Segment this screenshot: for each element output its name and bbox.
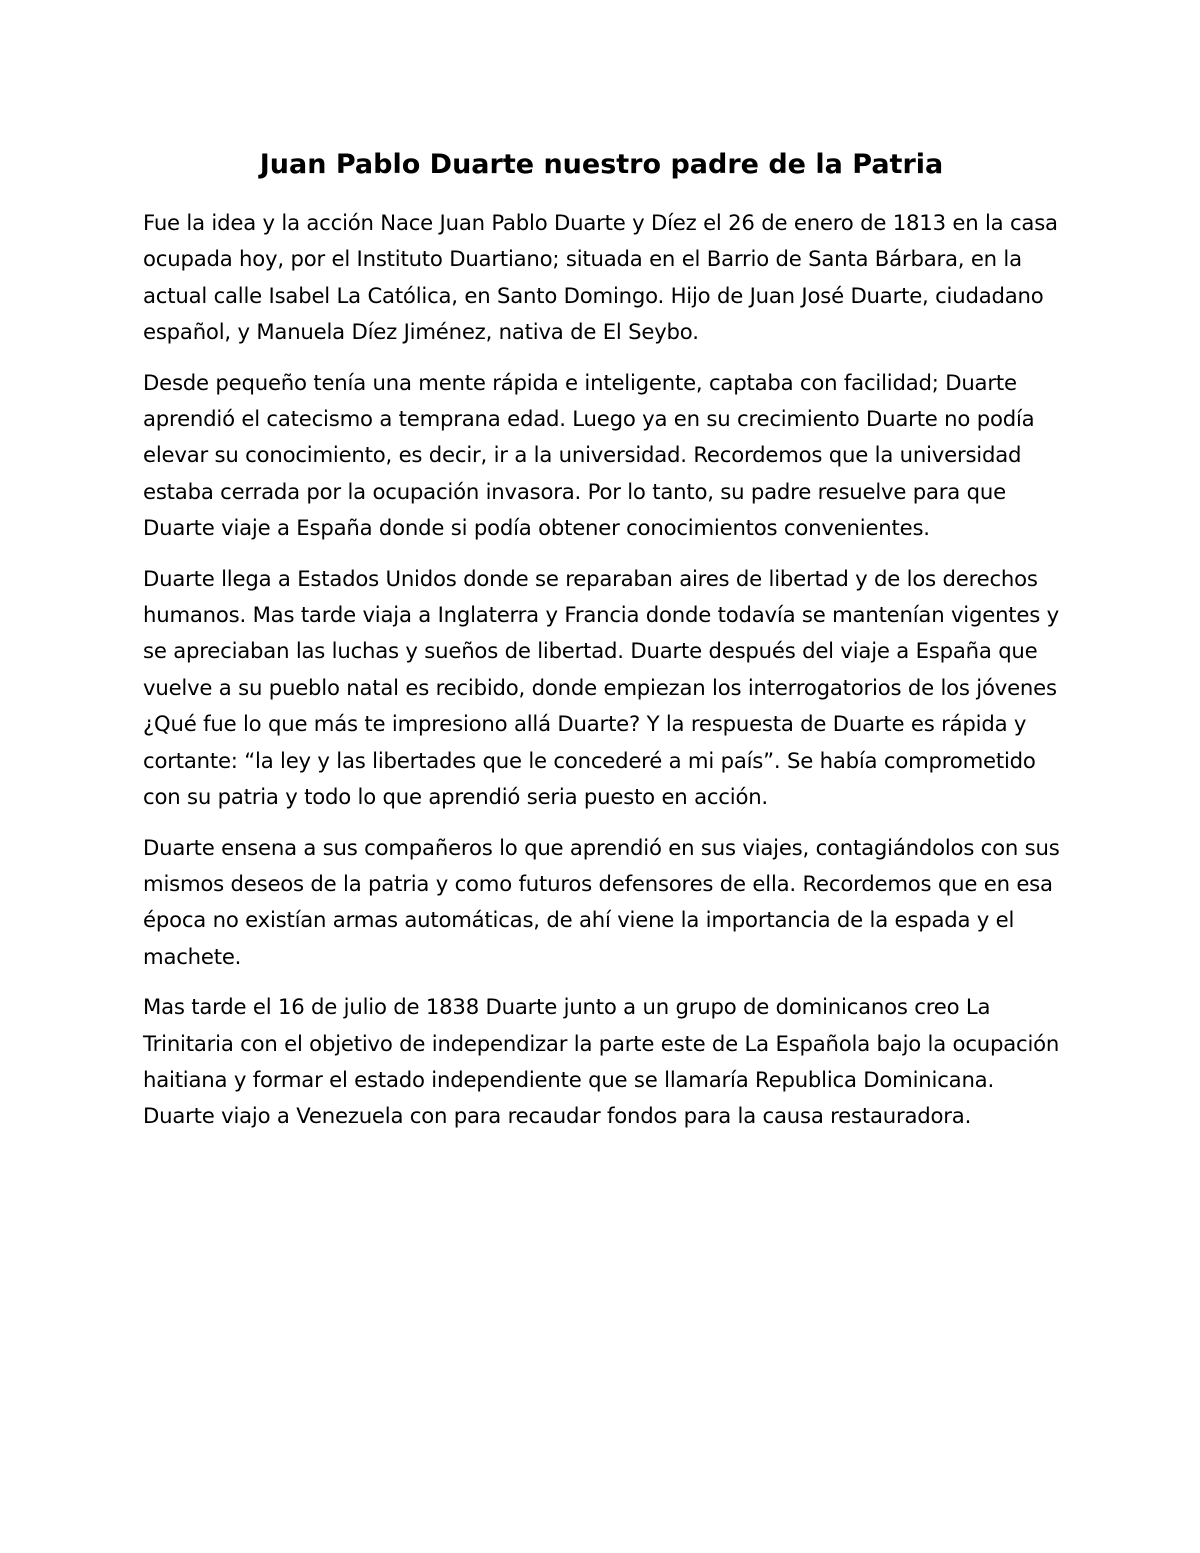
paragraph-companions: Duarte ensena a sus compañeros lo que aprendió en sus viajes, contagiándolos con sus mismos deseos de la patria y como futuros defensores de ella. Recordemos que en esa época no existían armas automáticas, de ahí viene la importancia de la espada y el machete. <box>143 834 1060 969</box>
paragraph-trinitaria: Mas tarde el 16 de julio de 1838 Duarte junto a un grupo de dominicanos creo La Trinitaria con el objetivo de independizar la parte este de La Española bajo la ocupación haitiana y formar el estado independiente que se llamaría Republica Dominicana. Duarte viajo a Venezuela con para recaudar fondos para la causa restauradora. <box>143 994 1060 1129</box>
paragraph-travels: Duarte llega a Estados Unidos donde se reparaban aires de libertad y de los derechos humanos. Mas tarde viaja a Inglaterra y Francia donde todavía se mantenían vigentes y se apreciaban las luchas y sueños de libertad. Duarte después del viaje a España que vuelve a su pueblo natal es recibido, donde empiezan los interrogatorios de los jóvenes ¿Qué fue lo que más te impresiono allá Duarte? Y la respuesta de Duarte es rápida y cortante: “la ley y las libertades que le concederé a mi país”. Se había comprometido con su patria y todo lo que aprendió seria puesto en acción. <box>143 565 1059 810</box>
paragraph-childhood: Desde pequeño tenía una mente rápida e inteligente, captaba con facilidad; Duarte aprendió el catecismo a temprana edad. Luego ya en su crecimiento Duarte no podía elevar su conocimiento, es decir, ir a la universidad. Recordemos que la universidad estaba cerrada por la ocupación invasora. Por lo tanto, su padre resuelve para que Duarte viaje a España donde si podía obtener conocimientos convenientes. <box>143 369 1035 541</box>
paragraph-birth: Fue la idea y la acción Nace Juan Pablo Duarte y Díez el 26 de enero de 1813 en la casa ocupada hoy, por el Instituto Duartiano; situada en el Barrio de Santa Bárbara, en la actual calle Isabel La Católica, en Santo Domingo. Hijo de Juan José Duarte, ciudadano español, y Manuela Díez Jiménez, nativa de El Seybo. <box>143 210 1058 345</box>
document-title: Juan Pablo Duarte nuestro padre de la Patria <box>259 149 944 180</box>
